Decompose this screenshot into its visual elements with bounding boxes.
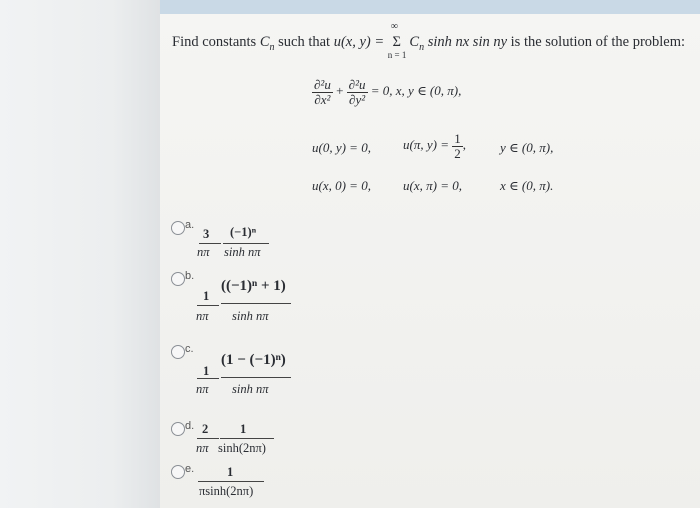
option-c-letter: c. xyxy=(185,343,194,355)
option-a-coef-bar xyxy=(199,243,221,244)
option-d-coef-bar xyxy=(197,438,219,439)
option-a-frac-den: sinh nπ xyxy=(224,245,261,259)
option-e-radio[interactable] xyxy=(171,465,185,479)
option-d-frac-bar xyxy=(220,438,274,439)
option-b-letter: b. xyxy=(185,270,195,282)
option-a-coef-den: nπ xyxy=(197,245,210,259)
bc-top: u(x, π) = 0, xyxy=(403,178,462,193)
option-c-coef-bar xyxy=(197,378,219,379)
option-d-coef-den: nπ xyxy=(196,441,209,455)
option-d-frac-den: sinh(2nπ) xyxy=(218,441,266,455)
pde-equation: $\frac{\text{∂²u}}{\text{∂x²}}$ + $\frac{\text{∂²u}}{\text{∂y²}}$ = 0, x, y ∈ (0, π), xyxy=(314,77,462,107)
left-margin xyxy=(0,0,160,508)
option-b-coef-bar xyxy=(197,305,219,306)
option-b-radio[interactable] xyxy=(171,272,185,286)
option-b-frac-den: sinh nπ xyxy=(232,309,269,323)
option-c-coef-num: 1 xyxy=(203,364,210,378)
option-a-frac-num: (−1)ⁿ xyxy=(230,225,257,239)
option-e-letter: e. xyxy=(185,463,195,475)
top-strip xyxy=(160,0,700,14)
bc-right: u(π, y) = $\frac{1}{2}$ , xyxy=(403,131,466,161)
option-c-frac-bar xyxy=(221,377,291,378)
option-b-frac-bar xyxy=(221,303,291,304)
option-d-frac-num: 1 xyxy=(240,422,247,436)
bc-y-domain: y ∈ (0, π), xyxy=(500,140,554,155)
option-e-frac-num: 1 xyxy=(227,465,234,479)
option-c-coef-den: nπ xyxy=(196,382,209,396)
option-c-frac-den: sinh nπ xyxy=(232,382,269,396)
option-d-radio[interactable] xyxy=(171,422,185,436)
bc-left: u(0, y) = 0, xyxy=(312,140,371,155)
option-a-frac-bar xyxy=(223,243,269,244)
option-a-coef-num: 3 xyxy=(203,227,210,241)
option-d-coef-num: 2 xyxy=(202,422,209,436)
option-b-coef-num: 1 xyxy=(203,289,210,303)
question-text: Find constants $C_n$ such that u(x, y) = ∞ Σ n = 1 $C_n$ sinh nx sin ny is the solution of the problem: xyxy=(172,21,686,60)
option-e-frac-den: πsinh(2nπ) xyxy=(199,484,254,498)
option-d-letter: d. xyxy=(185,420,195,432)
option-a-letter: a. xyxy=(185,219,195,231)
bc-x-domain: x ∈ (0, π). xyxy=(500,178,554,193)
option-b-coef-den: nπ xyxy=(196,309,209,323)
bc-bottom: u(x, 0) = 0, xyxy=(312,178,371,193)
option-b-frac-num: ((−1)ⁿ + 1) xyxy=(221,278,286,294)
option-c-radio[interactable] xyxy=(171,345,185,359)
option-a-radio[interactable] xyxy=(171,221,185,235)
option-e-frac-bar xyxy=(198,481,264,482)
option-c-frac-num: (1 − (−1)ⁿ) xyxy=(221,352,286,368)
